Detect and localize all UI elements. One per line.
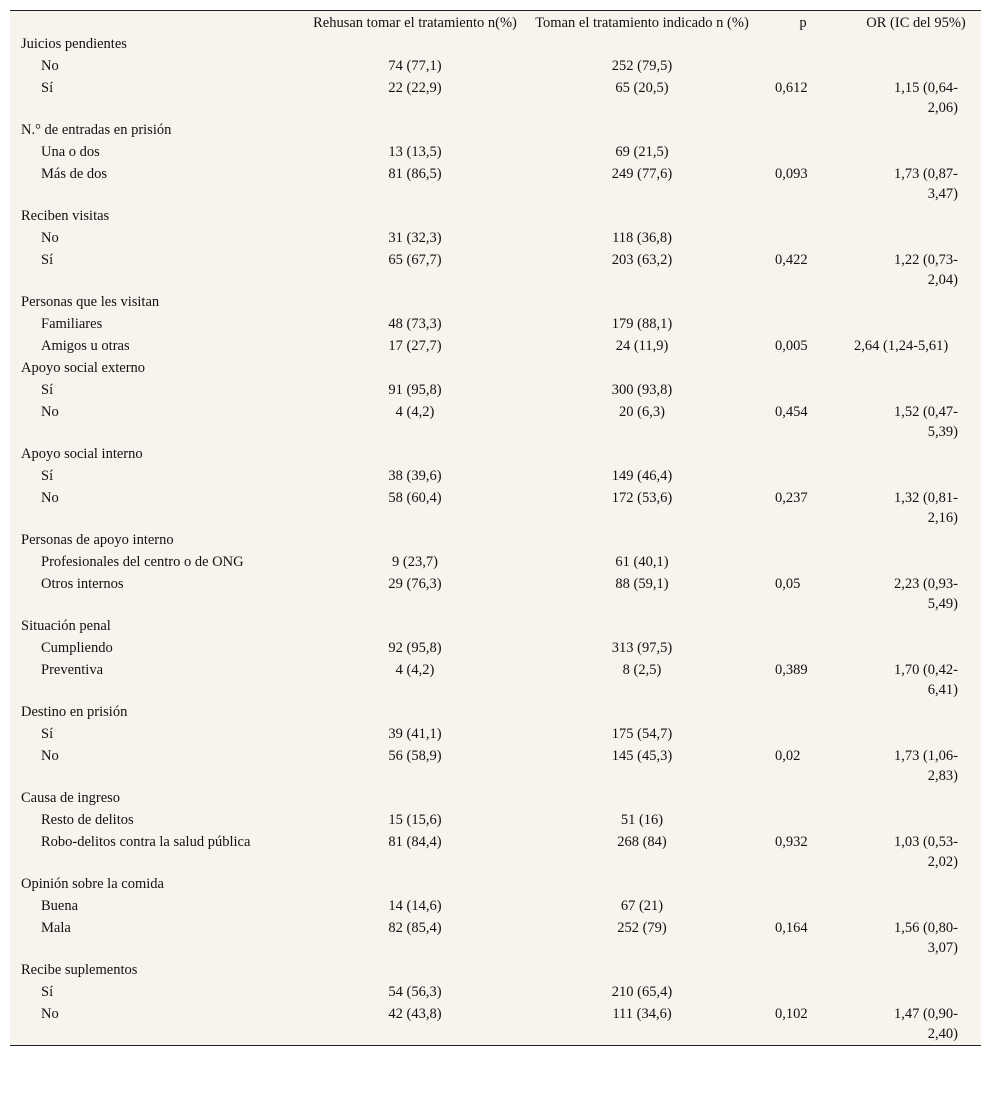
- refuse-count: 58 (60,4): [388, 490, 442, 506]
- group-header-row: [10, 33, 981, 55]
- odds-ratio: [851, 659, 981, 701]
- odds-ratio-value: 1,73 (0,87-3,47): [893, 166, 958, 202]
- take-count: 51 (16): [620, 812, 664, 828]
- take-count: 249 (77,6): [611, 166, 673, 182]
- odds-ratio: [851, 55, 981, 77]
- p-value: 0,422: [775, 252, 808, 268]
- odds-ratio: [851, 1003, 981, 1045]
- take-count: 175 (54,7): [611, 726, 673, 742]
- row-label: No: [41, 230, 59, 246]
- p-value: [755, 313, 851, 335]
- refuse-count: 14 (14,6): [388, 898, 442, 914]
- odds-ratio: [851, 809, 981, 831]
- row-label: Sí: [41, 726, 54, 742]
- group-header-row: [10, 701, 981, 723]
- p-value: [755, 809, 851, 831]
- group-header-row: [10, 443, 981, 465]
- p-value: 0,093: [775, 166, 808, 182]
- group-title: Personas de apoyo interno: [21, 532, 174, 548]
- group-title: Causa de ingreso: [21, 790, 121, 806]
- refuse-count: 22 (22,9): [388, 80, 442, 96]
- odds-ratio: [851, 465, 981, 487]
- table-row: [10, 551, 981, 573]
- row-label: No: [41, 748, 59, 764]
- odds-ratio: [851, 163, 981, 205]
- row-label: Sí: [41, 984, 54, 1000]
- table-row: [10, 573, 981, 615]
- p-value: [755, 981, 851, 1003]
- header-variable: [10, 11, 301, 33]
- refuse-count: 74 (77,1): [388, 58, 442, 74]
- refuse-count: 17 (27,7): [388, 338, 442, 354]
- take-count: 313 (97,5): [611, 640, 673, 656]
- refuse-count: 91 (95,8): [388, 382, 442, 398]
- odds-ratio: [851, 141, 981, 163]
- refuse-count: 82 (85,4): [388, 920, 442, 936]
- odds-ratio-value: 1,47 (0,90-2,40): [893, 1006, 958, 1042]
- take-count: 149 (46,4): [611, 468, 673, 484]
- p-value: [755, 141, 851, 163]
- refuse-count: 31 (32,3): [388, 230, 442, 246]
- table-row: [10, 335, 981, 357]
- p-value: 0,05: [775, 576, 801, 592]
- results-table: [10, 11, 981, 1045]
- group-title: Destino en prisión: [21, 704, 128, 720]
- group-title: Reciben visitas: [21, 208, 110, 224]
- take-count: 69 (21,5): [615, 144, 669, 160]
- table-row: [10, 465, 981, 487]
- group-header-row: [10, 291, 981, 313]
- odds-ratio-value: 1,22 (0,73-2,04): [893, 252, 958, 288]
- refuse-count: 81 (86,5): [388, 166, 442, 182]
- p-value: 0,932: [775, 834, 808, 850]
- row-label: Sí: [41, 468, 54, 484]
- odds-ratio-value: 1,32 (0,81-2,16): [893, 490, 958, 526]
- table-row: [10, 77, 981, 119]
- table-row: [10, 917, 981, 959]
- table-row: [10, 401, 981, 443]
- table-row: [10, 379, 981, 401]
- odds-ratio: [851, 401, 981, 443]
- refuse-count: 92 (95,8): [388, 640, 442, 656]
- p-value: 0,02: [775, 748, 801, 764]
- take-count: 24 (11,9): [615, 338, 669, 354]
- refuse-count: 38 (39,6): [388, 468, 442, 484]
- odds-ratio-value: 1,56 (0,80-3,07): [893, 920, 958, 956]
- table-row: [10, 659, 981, 701]
- refuse-count: 4 (4,2): [395, 662, 435, 678]
- group-header-row: [10, 873, 981, 895]
- odds-ratio: [851, 249, 981, 291]
- odds-ratio: [851, 981, 981, 1003]
- odds-ratio-value: 1,52 (0,47-5,39): [893, 404, 958, 440]
- header-p-value: p: [799, 15, 807, 31]
- row-label: Mala: [41, 920, 71, 936]
- p-value: 0,005: [775, 338, 808, 354]
- odds-ratio-value: 2,23 (0,93-5,49): [893, 576, 958, 612]
- take-count: 172 (53,6): [611, 490, 673, 506]
- p-value: [755, 379, 851, 401]
- refuse-count: 4 (4,2): [395, 404, 435, 420]
- table-row: [10, 723, 981, 745]
- refuse-count: 9 (23,7): [392, 554, 438, 570]
- p-value: [755, 465, 851, 487]
- row-label: Sí: [41, 80, 54, 96]
- row-label: No: [41, 1006, 59, 1022]
- header-refuse-treatment: Rehusan tomar el tratamiento n(%): [313, 15, 517, 31]
- odds-ratio-value: 1,70 (0,42-6,41): [893, 662, 958, 698]
- refuse-count: 81 (84,4): [388, 834, 442, 850]
- table-row: [10, 637, 981, 659]
- table-row: [10, 895, 981, 917]
- data-table-container: [10, 10, 981, 1046]
- odds-ratio: [851, 723, 981, 745]
- refuse-count: 15 (15,6): [388, 812, 442, 828]
- header-row: [10, 11, 981, 33]
- take-count: 203 (63,2): [611, 252, 673, 268]
- row-label: Buena: [41, 898, 79, 914]
- odds-ratio: [851, 917, 981, 959]
- row-label: Robo-delitos contra la salud pública: [41, 834, 251, 850]
- group-title: N.° de entradas en prisión: [21, 122, 172, 138]
- group-title: Personas que les visitan: [21, 294, 160, 310]
- table-row: [10, 227, 981, 249]
- odds-ratio: [851, 745, 981, 787]
- row-label: Amigos u otras: [41, 338, 130, 354]
- p-value: 0,389: [775, 662, 808, 678]
- refuse-count: 54 (56,3): [388, 984, 442, 1000]
- take-count: 65 (20,5): [615, 80, 669, 96]
- table-row: [10, 487, 981, 529]
- take-count: 20 (6,3): [619, 404, 665, 420]
- table-row: [10, 981, 981, 1003]
- take-count: 268 (84): [617, 834, 667, 850]
- p-value: [755, 723, 851, 745]
- take-count: 111 (34,6): [612, 1006, 672, 1022]
- group-title: Opinión sobre la comida: [21, 876, 164, 892]
- table-row: [10, 141, 981, 163]
- group-header-row: [10, 787, 981, 809]
- row-label: Familiares: [41, 316, 103, 332]
- refuse-count: 39 (41,1): [388, 726, 442, 742]
- group-title: Recibe suplementos: [21, 962, 138, 978]
- table-row: [10, 55, 981, 77]
- take-count: 61 (40,1): [615, 554, 669, 570]
- table-row: [10, 831, 981, 873]
- row-label: No: [41, 490, 59, 506]
- row-label: Profesionales del centro o de ONG: [41, 554, 244, 570]
- table-body: [10, 33, 981, 1045]
- p-value: [755, 227, 851, 249]
- table-row: [10, 163, 981, 205]
- odds-ratio-value: 1,73 (1,06-2,83): [893, 748, 958, 784]
- odds-ratio: [851, 637, 981, 659]
- odds-ratio: [851, 573, 981, 615]
- group-title: Apoyo social interno: [21, 446, 143, 462]
- header-odds-ratio: OR (IC del 95%): [866, 15, 966, 31]
- row-label: No: [41, 404, 59, 420]
- take-count: 67 (21): [620, 898, 664, 914]
- odds-ratio-value: 1,15 (0,64-2,06): [893, 80, 958, 116]
- row-label: No: [41, 58, 59, 74]
- row-label: Sí: [41, 252, 54, 268]
- group-title: Situación penal: [21, 618, 111, 634]
- group-header-row: [10, 119, 981, 141]
- odds-ratio-value: 1,03 (0,53-2,02): [893, 834, 958, 870]
- odds-ratio: 2,64 (1,24-5,61): [854, 338, 949, 354]
- refuse-count: 13 (13,5): [388, 144, 442, 160]
- take-count: 252 (79,5): [611, 58, 673, 74]
- row-label: Una o dos: [41, 144, 100, 160]
- p-value: 0,454: [775, 404, 808, 420]
- p-value: 0,102: [775, 1006, 808, 1022]
- p-value: 0,237: [775, 490, 808, 506]
- take-count: 8 (2,5): [622, 662, 662, 678]
- p-value: 0,164: [775, 920, 808, 936]
- odds-ratio: [851, 895, 981, 917]
- p-value: [755, 637, 851, 659]
- odds-ratio: [851, 379, 981, 401]
- take-count: 252 (79): [617, 920, 667, 936]
- p-value: [755, 895, 851, 917]
- group-title: Apoyo social externo: [21, 360, 146, 376]
- table-row: [10, 745, 981, 787]
- table-row: [10, 809, 981, 831]
- table-row: [10, 249, 981, 291]
- table-row: [10, 313, 981, 335]
- group-header-row: [10, 959, 981, 981]
- group-title: Juicios pendientes: [21, 36, 127, 52]
- row-label: Más de dos: [41, 166, 108, 182]
- p-value: [755, 55, 851, 77]
- odds-ratio: [851, 487, 981, 529]
- refuse-count: 29 (76,3): [388, 576, 442, 592]
- take-count: 145 (45,3): [611, 748, 673, 764]
- p-value: 0,612: [775, 80, 808, 96]
- odds-ratio: [851, 831, 981, 873]
- table-row: [10, 1003, 981, 1045]
- group-header-row: [10, 205, 981, 227]
- odds-ratio: [851, 313, 981, 335]
- row-label: Preventiva: [41, 662, 104, 678]
- take-count: 179 (88,1): [611, 316, 673, 332]
- group-header-row: [10, 615, 981, 637]
- row-label: Cumpliendo: [41, 640, 113, 656]
- refuse-count: 65 (67,7): [388, 252, 442, 268]
- row-label: Resto de delitos: [41, 812, 134, 828]
- refuse-count: 42 (43,8): [388, 1006, 442, 1022]
- group-header-row: [10, 357, 981, 379]
- take-count: 300 (93,8): [611, 382, 673, 398]
- odds-ratio: [851, 551, 981, 573]
- take-count: 210 (65,4): [611, 984, 673, 1000]
- odds-ratio: [851, 227, 981, 249]
- refuse-count: 48 (73,3): [388, 316, 442, 332]
- take-count: 118 (36,8): [612, 230, 672, 246]
- odds-ratio: [851, 77, 981, 119]
- refuse-count: 56 (58,9): [388, 748, 442, 764]
- group-header-row: [10, 529, 981, 551]
- header-take-treatment: Toman el tratamiento indicado n (%): [535, 15, 749, 31]
- row-label: Otros internos: [41, 576, 124, 592]
- take-count: 88 (59,1): [615, 576, 669, 592]
- row-label: Sí: [41, 382, 54, 398]
- p-value: [755, 551, 851, 573]
